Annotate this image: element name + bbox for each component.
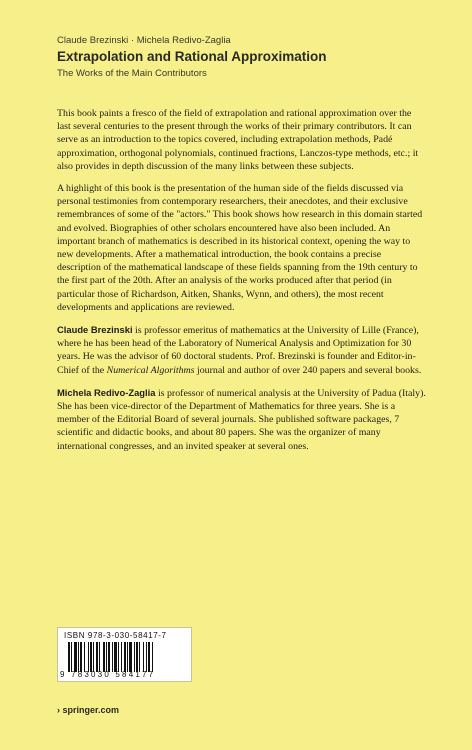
bio-brezinski: [57, 323, 426, 377]
publisher-url: › springer.com: [57, 705, 120, 715]
bio-text-redivo-zaglia: is professor of numerical analysis at the University of Padua (Italy). She has been vice-director of the Department of Mathematics for three years. She is a member of the Editorial Board of several journals. She published software packages, 7 scientific and didactic books, and about 80 papers. She was the organizer of many international congresses, and an invited speaker at several ones.: [57, 387, 426, 452]
book-subtitle: The Works of the Main Contributors: [57, 68, 207, 79]
blurb-paragraph-intro: This book paints a fresco of the field of extrapolation and rational approximation over the last several centuries to the present through the works of their primary contributors. It can serve as an introduction to the topics covered, including extrapolation methods, Padé approximation, orthogonal polynomials, continued fractions, Lanczos-type methods, etc.; it also provides in depth discussion of the many links between these subjects.: [57, 108, 419, 172]
blurb-paragraph-highlight: A highlight of this book is the presentation of the human side of the fields discussed via personal testimonies from contemporary researchers, their anecdotes, and their exclusive remembrances of some of the "actors." This book shows how research in this domain started and evolved. Biographies of other scholars encountered have also been included. An important branch of mathematics is described in its historical context, opening the way to new developments. After a mathematical introduction, the book contains a precise description of the mathematical landscape of these fields spanning from the 19th century to the first part of the 20th. After an analysis of the works produced after that period (in particular those of Richardson, Aitken, Shanks, Wynn, and others), the most recent developments and applications are reviewed.: [57, 183, 423, 313]
bio-text-brezinski-a: is professor emeritus of mathematics at the University of Lille (France), where he has been head of the Laboratory of Numerical Analysis and Optimization for 30 years. He was the advisor of 60 doctoral students. Prof. Brezinski is founder and Editor-in-Chief of the: [57, 325, 419, 376]
bio-redivo-zaglia: [57, 386, 426, 453]
bio-text-brezinski-b: journal and author of over 240 papers and several books.: [194, 364, 422, 376]
bio-name-redivo-zaglia: Michela Redivo-Zaglia: [57, 386, 156, 398]
barcode-box: [57, 627, 192, 682]
barcode-number: 9 783030 584177: [60, 670, 156, 679]
barcode-bars: [68, 642, 182, 672]
journal-name: Numerical Algorithms: [106, 364, 195, 376]
authors-line: Claude Brezinski · Michela Redivo-Zaglia: [57, 35, 231, 46]
blurb: [57, 107, 426, 462]
book-title: Extrapolation and Rational Approximation: [57, 49, 327, 64]
isbn-text: ISBN 978-3-030-58417-7: [64, 631, 167, 640]
bio-name-brezinski: Claude Brezinski: [57, 324, 133, 336]
